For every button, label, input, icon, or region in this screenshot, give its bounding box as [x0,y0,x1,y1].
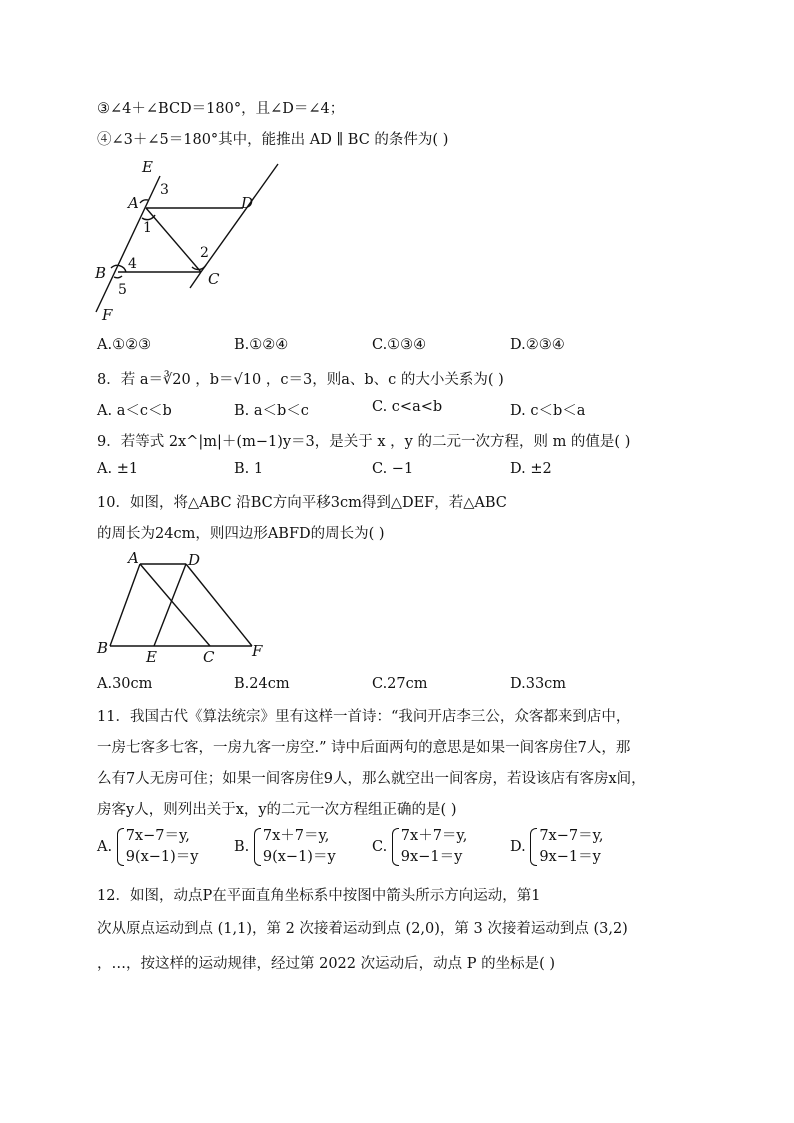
q11-option-a-eq1: 7x−7＝y, [125,828,190,844]
q7-figure [88,152,298,322]
q10-figure [92,548,277,670]
q7-angle-3: 3 [160,182,169,198]
q10-option-c: C.27cm [372,676,428,692]
q9-option-a: A. ±1 [97,461,139,477]
q10-option-a: A.30cm [97,676,153,692]
q7-angle-2: 2 [200,245,209,261]
q11-line-4: 房客y人，则列出关于x，y的二元一次方程组正确的是( ) [97,802,457,818]
q7-angle-1: 1 [143,220,152,236]
q11-option-d [510,826,603,868]
q11-option-b-system [254,826,336,868]
q7-option-a: A.①②③ [97,337,152,353]
q9-option-b: B. 1 [234,461,264,477]
q8-option-b: B. a＜b＜c [234,403,309,419]
q8-option-c: C. c<a<b [372,399,443,415]
q10-label-D: D [188,551,201,569]
q10-option-d: D.33cm [510,676,567,692]
q7-label-D: D [241,194,254,212]
q11-option-a-system [117,826,199,868]
q7-angle-5: 5 [118,282,127,298]
q11-option-d-label: D. [510,839,526,855]
q7-condition-3: ③∠4＋∠BCD＝180°，且∠D＝∠4； [97,101,345,117]
q10-label-B: B [97,639,109,657]
q12-line-1: 12．如图，动点P在平面直角坐标系中按图中箭头所示方向运动，第1 [97,888,541,904]
q10-label-C: C [203,648,215,666]
q11-option-c [372,826,467,868]
q11-line-2: 一房七客多七客，一房九客一房空.” 诗中后面两句的意思是如果一间客房住7人，那 [97,740,631,756]
q7-label-C: C [208,270,220,288]
q10-option-b: B.24cm [234,676,290,692]
q11-option-c-system [392,826,468,868]
q7-angle-4: 4 [128,256,137,272]
q11-option-c-eq1: 7x＋7＝y, [400,828,468,844]
q11-line-3: 么有7人无房可住；如果一间客房住9人，那么就空出一间客房，若设该店有客房x间， [97,771,646,787]
q11-option-a-eq2: 9(x−1)＝y [125,849,199,865]
q11-option-b-eq1: 7x＋7＝y, [262,828,330,844]
q11-option-d-system [530,826,603,868]
q7-option-d: D.②③④ [510,337,565,353]
q10-line-1: 10．如图，将△ABC 沿BC方向平移3cm得到△DEF，若△ABC [97,495,507,511]
q7-label-A: A [128,194,139,212]
q7-condition-4: ④∠3＋∠5＝180°其中，能推出 AD ∥ BC 的条件为( ) [97,132,449,148]
q11-option-d-eq1: 7x−7＝y, [539,828,604,844]
q11-option-c-eq2: 9x−1＝y [400,849,463,865]
q9-option-d: D. ±2 [510,461,552,477]
q11-option-c-label: C. [372,839,388,855]
q8-option-a: A. a＜c＜b [97,403,172,419]
q11-option-b-eq2: 9(x−1)＝y [262,849,336,865]
q9-option-c: C. −1 [372,461,414,477]
q10-line-2: 的周长为24cm，则四边形ABFD的周长为( ) [97,526,385,542]
q7-label-F: F [102,306,113,322]
q7-label-B: B [95,264,107,282]
q7-label-E: E [142,158,153,176]
q8-stem: 8．若 a＝∛20 ，b＝√10 ，c＝3，则a、b、c 的大小关系为( ) [97,372,504,388]
q8-option-d: D. c＜b＜a [510,403,586,419]
q10-label-F: F [252,642,263,660]
q11-option-d-eq2: 9x−1＝y [539,849,601,865]
q11-line-1: 11．我国古代《算法统宗》里有这样一首诗：“我问开店李三公，众客都来到店中， [97,709,631,725]
q7-option-b: B.①②④ [234,337,289,353]
q11-option-a [97,826,199,868]
q10-label-A: A [128,549,139,567]
q12-line-3: ，…，按这样的运动规律，经过第 2022 次运动后，动点 P 的坐标是( ) [97,956,556,972]
q11-option-b [234,826,336,868]
q10-label-E: E [146,648,157,666]
q7-option-c: C.①③④ [372,337,427,353]
q11-option-b-label: B. [234,839,250,855]
q11-option-a-label: A. [97,839,113,855]
q12-line-2: 次从原点运动到点 (1,1)，第 2 次接着运动到点 (2,0)，第 3 次接着运动到点 (3,2) [97,921,628,937]
q9-stem: 9．若等式 2x^|m|＋(m−1)y＝3，是关于 x ，y 的二元一次方程，则 m 的值是( ) [97,434,631,450]
